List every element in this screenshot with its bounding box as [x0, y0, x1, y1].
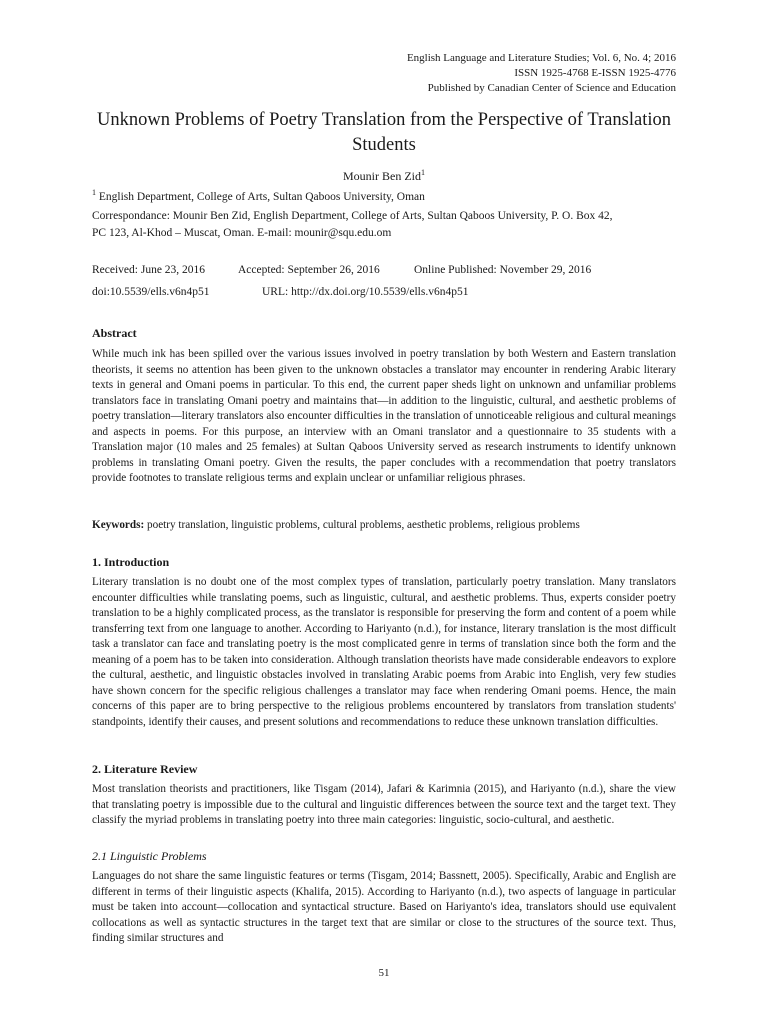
keywords-text: poetry translation, linguistic problems, cultural problems, aesthetic problems, religious problems [147, 519, 580, 531]
author-superscript: 1 [421, 168, 425, 177]
abstract-heading: Abstract [92, 326, 137, 340]
author-name: Mounir Ben Zid [343, 169, 421, 183]
literature-review-text: Most translation theorists and practitioners, like Tisgam (2014), Jafari & Karimnia (2015), and Hariyanto (n.d.), share the view that translating poetry is impossible due to the cultural and linguistic differences between the source text and the target text. They classify the myriad problems in translating poetry into three main categories: linguistic, socio-cultural, and aesthetic. [92, 783, 676, 826]
affiliation [92, 188, 676, 203]
dates-line [92, 264, 676, 276]
page-number: 51 [378, 967, 390, 979]
received-date: Received: June 23, 2016 [92, 264, 206, 276]
affiliation-text: English Department, College of Arts, Sultan Qaboos University, Oman [98, 190, 425, 203]
url-link[interactable]: URL: http://dx.doi.org/10.5539/ells.v6n4p51 [262, 286, 469, 298]
journal-info: English Language and Literature Studies; Vol. 6, No. 4; 2016 [406, 52, 676, 64]
keywords-label: Keywords: [92, 519, 145, 531]
issn-info: ISSN 1925-4768 E-ISSN 1925-4776 [514, 67, 676, 79]
linguistic-problems-text: Languages do not share the same linguistic features or terms (Tisgam, 2014; Bassnett, 2005). Specifically, Arabic and English are different in terms of their linguistic aspects (Khalifa, 2015). According to Hariyanto (n.d.), two aspects of language in particular must be taken into account—collocation and syntactical structure. Based on Hariyanto's idea, translators should use equivalent collocations as well as syntactic structures in the target text that are similar or close to the structures of the source text. Thus, finding similar structures and [92, 870, 676, 944]
literature-review-heading: 2. Literature Review [92, 762, 198, 776]
keywords [92, 518, 676, 534]
introduction-heading: 1. Introduction [92, 555, 170, 569]
abstract-text: While much ink has been spilled over the various issues involved in poetry translation by both Western and Eastern translation theorists, it seems no attention has been given to the unknown obstacles a translator may encounter in rendering Arabic literary texts in general and Omani poems in particular. To this end, the current paper sheds light on unknown and unfamiliar problems translators face in translating Omani poetry and maintains that—in addition to the linguistic, cultural, and aesthetic problems of poetry translation—literary translators also encounter difficulties in the translation of unnoticeable religious and cultural meanings and aspects in poems. For this purpose, an interview with an Omani translator and a questionnaire to 35 students with a Translation major (10 males and 25 females) at Sultan Qaboos University served as research instruments to identify unknown problems in translating Omani poetry. Given the results, the paper concludes with a recommendation that poetry translators provide footnotes to translate religious terms and explain unclear or unfamiliar religious phrases. [92, 348, 676, 484]
correspondence [92, 208, 676, 242]
correspondence-line-2: PC 123, Al-Khod – Muscat, Oman. E-mail: mounir@squ.edu.om [92, 227, 392, 239]
publisher-info: Published by Canadian Center of Science and Education [427, 82, 676, 94]
running-header [407, 51, 676, 96]
doi: doi:10.5539/ells.v6n4p51 [92, 286, 210, 298]
paper-title: Unknown Problems of Poetry Translation from the Perspective of Translation Students [97, 110, 671, 155]
correspondence-line-1: Correspondance: Mounir Ben Zid, English Department, College of Arts, Sultan Qaboos University, P. O. Box 42, [92, 210, 613, 222]
accepted-date: Accepted: September 26, 2016 [238, 264, 380, 276]
published-date: Online Published: November 29, 2016 [414, 264, 592, 276]
introduction-text: Literary translation is no doubt one of the most complex types of translation, particularly poetry translation. Many translators encounter difficulties while translating poems, such as linguistic, cultural, and aesthetic problems. Thus, experts consider poetry translation to be a highly complicated process, as the translator is responsible for preserving the form and content of a poem while transferring text from one language to another. According to Hariyanto (n.d.), for instance, literary translation is the most difficult task a translator can face and translating poetry is the most complicated genre in terms of translation since both the form and the meaning of a poem has to be taken into consideration. Although translation theorists have made considerable endeavors to explore the cultural, aesthetic, and linguistic obstacles involved in translating Arabic poems from Arabic into English, very few studies have shown concern for the specific religious challenges a translator may face when rendering Omani poems. Hence, the main concerns of this paper are to bring perspective to the religious problems encountered by translators from translation students' standpoints, identify their causes, and present solutions and recommendations to reduce these unknown translation difficulties. [92, 576, 676, 728]
affiliation-superscript: 1 [92, 188, 96, 197]
author-line [92, 168, 676, 184]
doi-line [92, 286, 676, 298]
linguistic-problems-heading: 2.1 Linguistic Problems [92, 849, 207, 863]
